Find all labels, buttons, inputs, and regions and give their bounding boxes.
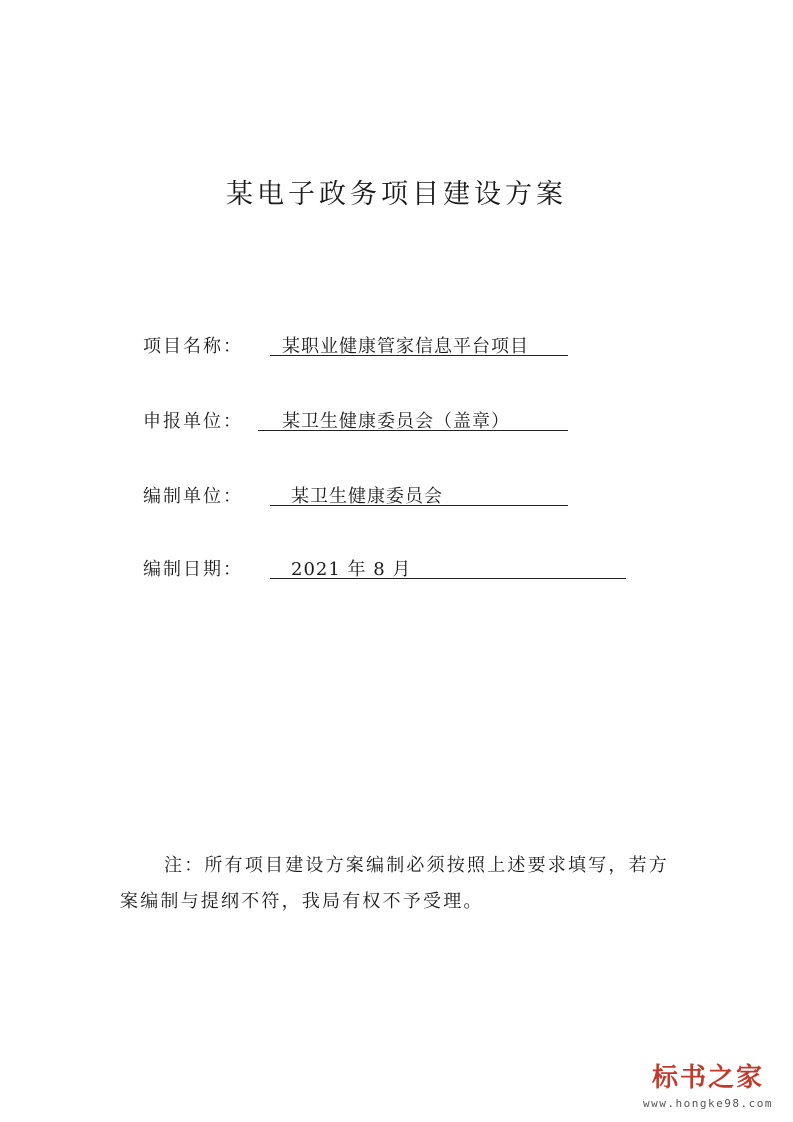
applicant-value: 某卫生健康委员会（盖章） (282, 411, 510, 432)
date-label: 编制日期： (143, 559, 243, 580)
document-title: 某电子政务项目建设方案 (226, 179, 567, 210)
date-underline (270, 578, 626, 579)
project-name-value: 某职业健康管家信息平台项目 (282, 336, 529, 357)
compiler-label: 编制单位： (143, 486, 243, 507)
watermark-logo (643, 1063, 773, 1110)
project-name-underline (270, 355, 568, 356)
applicant-underline (258, 430, 568, 431)
applicant-label: 申报单位： (143, 411, 243, 432)
project-name-label: 项目名称： (143, 336, 243, 357)
watermark-brand: 标书之家 (652, 1063, 765, 1093)
watermark-url: www.hongke98.com (643, 1097, 773, 1110)
note-paragraph: 注：所有项目建设方案编制必须按照上述要求填写，若方案编制与提纲不符，我局有权不予受理。 (120, 855, 669, 912)
date-value: 2021 年 8 月 (291, 559, 412, 580)
compiler-underline (270, 505, 568, 506)
compiler-value: 某卫生健康委员会 (291, 486, 443, 507)
